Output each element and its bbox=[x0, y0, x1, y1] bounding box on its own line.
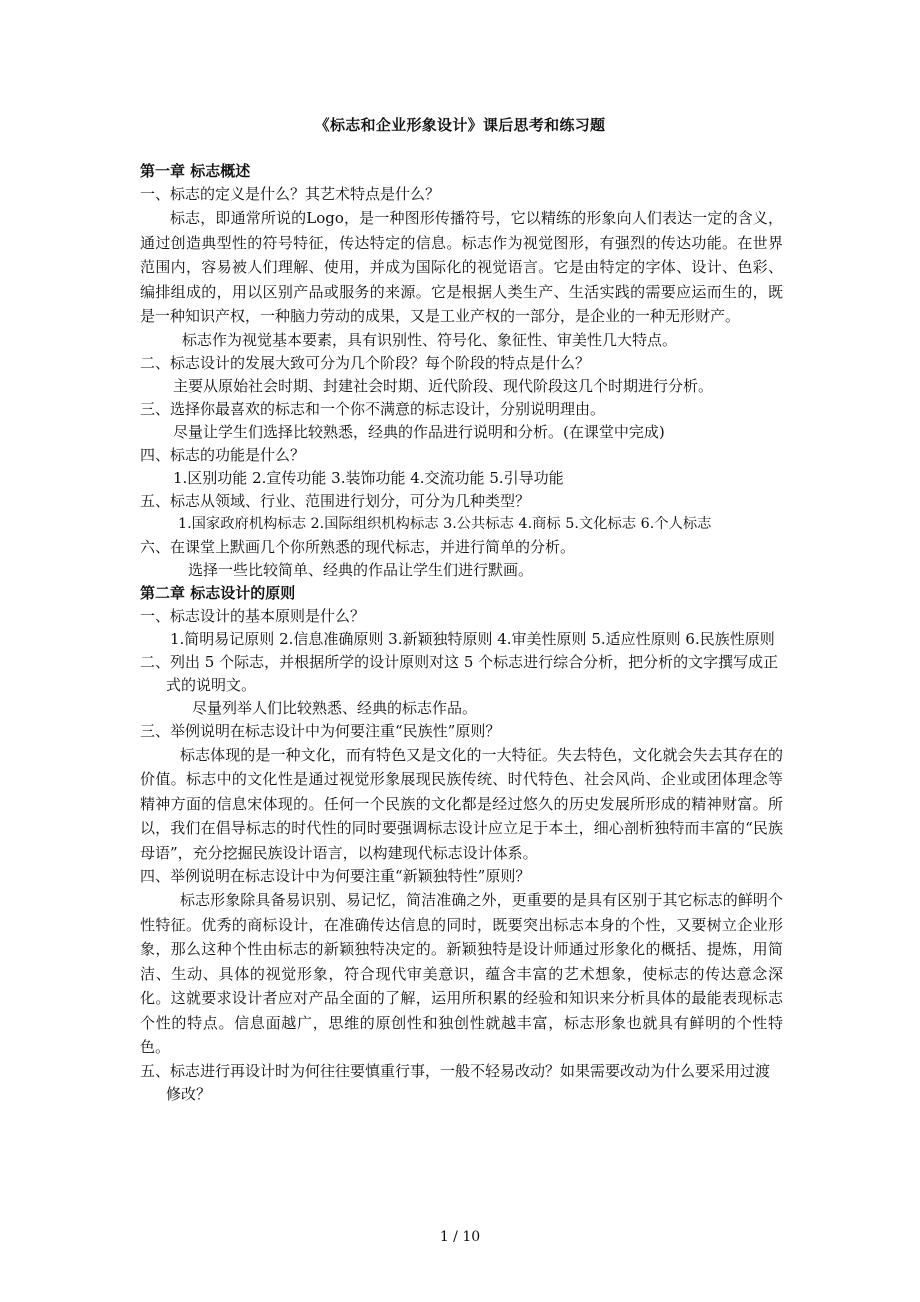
answer-1-4: 1.区别功能 2.宣传功能 3.装饰功能 4.交流功能 5.引导功能 bbox=[173, 468, 564, 487]
document-body bbox=[140, 160, 783, 1106]
question-1-1: 一、标志的定义是什么？其艺术特点是什么？ bbox=[140, 185, 441, 203]
question-2-3: 三、举例说明在标志设计中为何要注重“民族性”原则？ bbox=[140, 721, 501, 740]
question-1-4: 四、标志的功能是什么？ bbox=[140, 445, 306, 464]
question-2-2: 二、列出 5 个际志，并根据所学的设计原则对这 5 个标志进行综合分析，把分析的文字撰写成正式的说明文。 bbox=[140, 652, 779, 694]
question-1-3: 三、选择你最喜欢的标志和一个你不满意的标志设计，分别说明理由。 bbox=[140, 399, 606, 418]
question-1-5: 五、标志从领域、行业、范围进行划分，可分为几种类型？ bbox=[140, 491, 531, 510]
question-2-4: 四、举例说明在标志设计中为何要注重“新颖独特性”原则？ bbox=[140, 867, 531, 885]
answer-2-4-paragraph: 标志形象除具备易识别、易记忆，简洁准确之外，更重要的是具有区别于其它标志的鲜明个性特征。优秀的商标设计，在准确传达信息的同时，既要突出标志本身的个性，又要树立企业形象，那么这种个性由标志的新颖独特决定的。新颖独特是设计师通过形象化的概括、提炼，用简洁、生动、具体的视觉形象，符合现代审美意识，蕴含丰富的艺术想象，使标志的传达意念深化。这就要求设计者应对产品全面的了解，运用所积累的经验和知识来分析具体的最能表现标志个性的特点。信息面越广，思维的原创性和独创性就越丰富，标志形象也就具有鲜明的个性特色。 bbox=[140, 891, 783, 1056]
page-number: 1 / 10 bbox=[439, 1229, 481, 1245]
chapter-1-heading: 第一章 标志概述 bbox=[140, 162, 251, 180]
answer-2-3-paragraph: 标志体现的是一种文化，而有特色又是文化的一大特征。失去特色，文化就会失去其存在的价值。标志中的文化性是通过视觉形象展现民族传统、时代特色、社会风尚、企业或团体理念等精神方面的信息宋体现的。任何一个民族的文化都是经过悠久的历史发展所形成的精神财富。所以，我们在倡导标志的时代性的同时要强调标志设计应立足于本土，细心剖析独特而丰富的“民族母语”，充分挖掘民族设计语言，以构建现代标志设计体系。 bbox=[140, 745, 783, 862]
answer-2-1: 1.简明易记原则 2.信息准确原则 3.新颖独特原则 4.审美性原则 5.适应性原则 6.民族性原则 bbox=[170, 629, 775, 648]
answer-1-1-summary: 标志作为视觉基本要素，具有识别性、符号化、象征性、审美性几大特点。 bbox=[182, 330, 678, 349]
question-2-1: 一、标志设计的基本原则是什么？ bbox=[140, 606, 366, 625]
document-title: 《标志和企业形象设计》课后思考和练习题 bbox=[314, 116, 606, 134]
answer-2-2: 尽量列举人们比较熟悉、经典的标志作品。 bbox=[192, 698, 478, 717]
question-1-2: 二、标志设计的发展大致可分为几个阶段？每个阶段的特点是什么？ bbox=[140, 353, 591, 372]
chapter-2-heading: 第二章 标志设计的原则 bbox=[140, 583, 296, 602]
answer-1-3: 尽量让学生们选择比较熟悉，经典的作品进行说明和分析。(在课堂中完成) bbox=[173, 422, 665, 441]
answer-1-5: 1.国家政府机构标志 2.国际组织机构标志 3.公共标志 4.商标 5.文化标志 6.个人标志 bbox=[178, 515, 712, 532]
answer-1-2: 主要从原始社会时期、封建社会时期、近代阶段、现代阶段这几个时期进行分析。 bbox=[173, 376, 714, 395]
answer-1-1-paragraph: 标志，即通常所说的Logo，是一种图形传播符号，它以精练的形象向人们表达一定的含义，通过创造典型性的符号特征，传达特定的信息。标志作为视觉图形，有强烈的传达功能。在世界范围内，容易被人们理解、使用，并成为国际化的视觉语言。它是由特定的字体、设计、色彩、编排组成的，用以区别产品或服务的来源。它是根据人类生产、生活实践的需要应运而生的，既是一种知识产权，一种脑力劳动的成果，又是工业产权的一部分，是企业的一种无形财产。 bbox=[140, 209, 783, 325]
question-2-5: 五、标志进行再设计时为何往往要慎重行事，一般不轻易改动？如果需要改动为什么要采用过渡修改？ bbox=[140, 1061, 771, 1103]
question-1-6: 六、在课堂上默画几个你所熟悉的现代标志，并进行简单的分析。 bbox=[140, 537, 576, 556]
answer-1-6: 选择一些比较简单、经典的作品让学生们进行默画。 bbox=[188, 560, 534, 579]
